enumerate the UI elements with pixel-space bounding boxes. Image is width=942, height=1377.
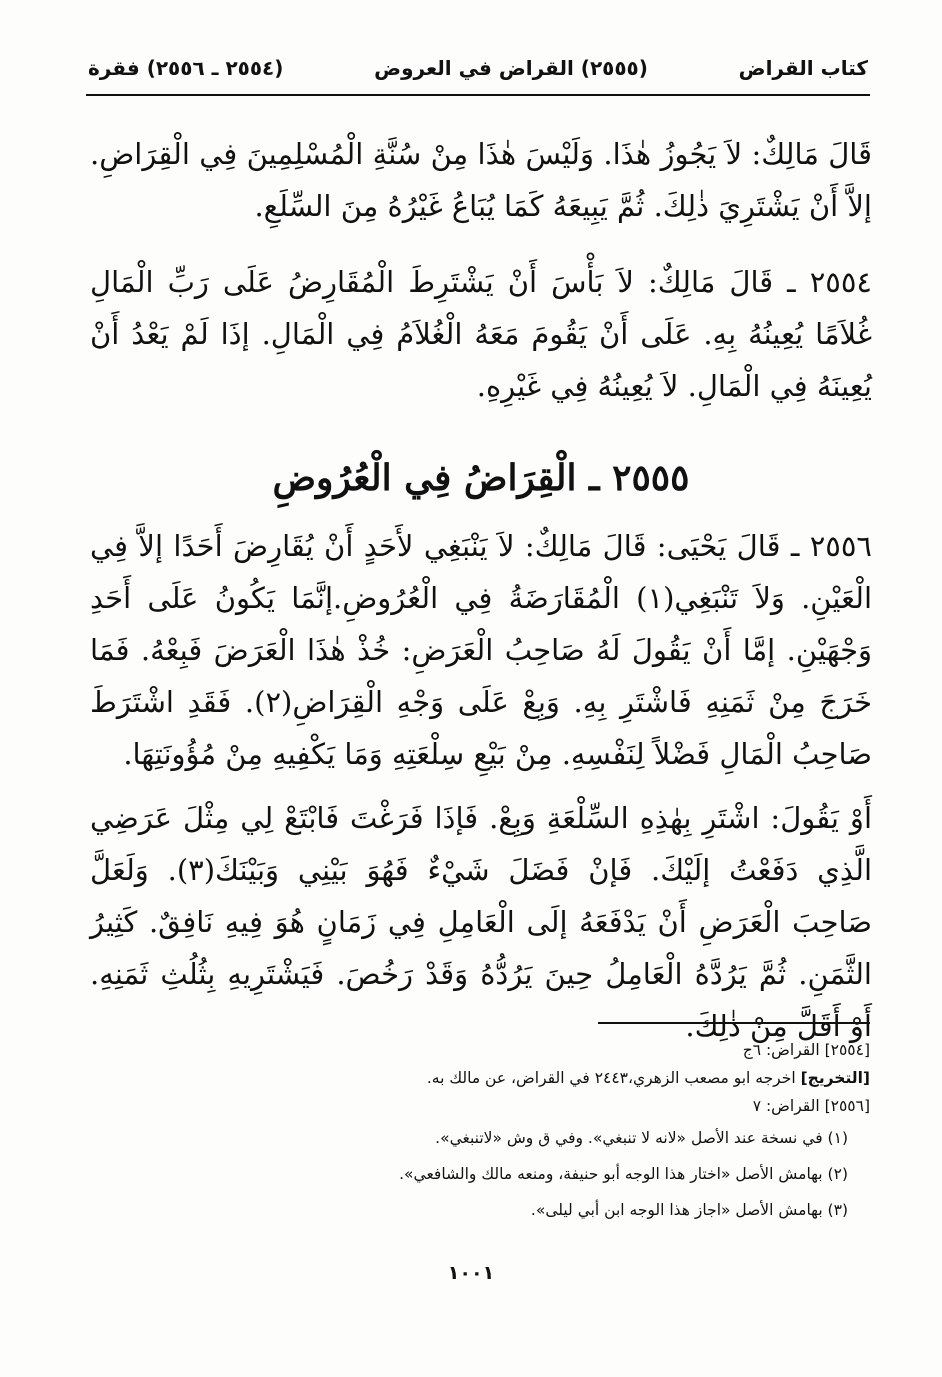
- takhrij-label: [التخريج]: [800, 1069, 870, 1087]
- footnote-divider: [598, 1022, 870, 1024]
- footnote-ref-2554: [٢٥٥٤] القراض: ٦ج: [742, 1041, 870, 1059]
- running-header: [88, 48, 868, 88]
- paragraph-2556-continued: أَوْ يَقُولَ: اشْتَرِ بِهٰذِهِ السِّلْعَةِ وَبِعْ. فَإذَا فَرَغْتَ فَابْتَعْ لِي مِثْلَ عَرَضِي الَّذِي دَفَعْتُ إلَيْكَ. فَإنْ فَضَلَ شَيْءٌ فَهُوَ بَيْنِي وَبَيْنَكَ(٣). وَلَعَلَّ صَاحِبَ الْعَرَضِ أَنْ يَدْفَعَهُ إلَى الْعَامِلِ فِي زَمَانٍ هُوَ فِيهِ نَافِقٌ. كَثِيرُ الثَّمَنِ. ثُمَّ يَرُدَّهُ الْعَامِلُ حِينَ يَرُدُّهُ وَقَدْ رَخُصَ. فَيَشْتَرِيهِ بِثُلُثِ ثَمَنِهِ. أَوْ أَقَلَّ مِنْ ذٰلِكَ.: [90, 801, 872, 1043]
- paragraph-2556: ٢٥٥٦ ـ قَالَ يَحْيَى: قَالَ مَالِكٌ: لاَ يَنْبَغِي لأَحَدٍ أَنْ يُقَارِضَ أَحَدًا إلاَّ فِي الْعَيْنِ. وَلاَ تَنْبَغِي(١) الْمُقَارَضَةُ فِي الْعُرُوضِ.إنَّمَا يَكُونُ عَلَى أَحَدِ وَجْهَيْنِ. إمَّا أَنْ يَقُولَ لَهُ صَاحِبُ الْعَرَضِ: خُذْ هٰذَا الْعَرَضَ فَبِعْهُ. فَمَا خَرَجَ مِنْ ثَمَنِهِ فَاشْتَرِ بِهِ. وَبِعْ عَلَى وَجْهِ الْقِرَاضِ(٢). فَقَدِ اشْتَرَطَ صَاحِبُ الْمَالِ فَضْلاً لِنَفْسِهِ. مِنْ بَيْعِ سِلْعَتِهِ وَمَا يَكْفِيهِ مِنْ مُؤُونَتِهَا.: [90, 529, 872, 771]
- text-block-2554: [90, 256, 872, 412]
- takhrij-text: اخرجه ابو مصعب الزهري،٢٤٤٣ في القراض، عن مالك به.: [426, 1069, 796, 1087]
- footnote-3: (٣) بهامش الأصل «اجاز هذا الوجه ابن أبي ليلى».: [530, 1201, 848, 1219]
- paragraph-2554: ٢٥٥٤ ـ قَالَ مَالِكٌ: لاَ بَأْسَ أَنْ يَشْتَرِطَ الْمُقَارِضُ عَلَى رَبِّ الْمَالِ غُلاَمًا يُعِينُهُ بِهِ. عَلَى أَنْ يَقُومَ مَعَهُ الْغُلاَمُ فِي الْمَالِ. إذَا لَمْ يَعْدُ أَنْ يُعِينَهُ فِي الْمَالِ. لاَ يُعِينُهُ فِي غَيْرِهِ.: [90, 265, 872, 403]
- header-paragraph-range: (٢٥٥٤ ـ ٢٥٥٦) فقرة: [88, 56, 284, 80]
- footnotes: [90, 1036, 870, 1228]
- text-block-2556-cont: [90, 792, 872, 1052]
- page-number: ١٠٠١: [447, 1262, 495, 1284]
- footnote-2: (٢) بهامش الأصل «اختار هذا الوجه أبو حنيفة، ومنعه مالك والشافعي».: [399, 1165, 848, 1183]
- footnote-1: (١) في نسخة عند الأصل «لانه لا تنبغي». وفي ق وش «لاتنبغي».: [435, 1129, 848, 1147]
- text-block-2556: [90, 520, 872, 780]
- header-divider: [86, 94, 870, 96]
- section-title: ٢٥٥٥ ـ الْقِرَاضُ فِي الْعُرُوضِ: [272, 457, 690, 499]
- header-chapter-title: (٢٥٥٥) القراض في العروض: [374, 56, 648, 80]
- footnote-takhrij: [90, 1064, 870, 1092]
- text-block-top: [90, 128, 872, 232]
- footnote-ref-2556: [٢٥٥٦] القراض: ٧: [752, 1097, 870, 1115]
- paragraph-malik-statement: قَالَ مَالِكٌ: لاَ يَجُوزُ هٰذَا. وَلَيْسَ هٰذَا مِنْ سُنَّةِ الْمُسْلِمِينَ فِي الْقِرَاضِ. إلاَّ أَنْ يَشْتَرِيَ ذٰلِكَ. ثُمَّ يَبِيعَهُ كَمَا يُبَاعُ غَيْرُهُ مِنَ السِّلَعِ.: [90, 137, 872, 223]
- header-book-title: كتاب القراض: [738, 56, 868, 80]
